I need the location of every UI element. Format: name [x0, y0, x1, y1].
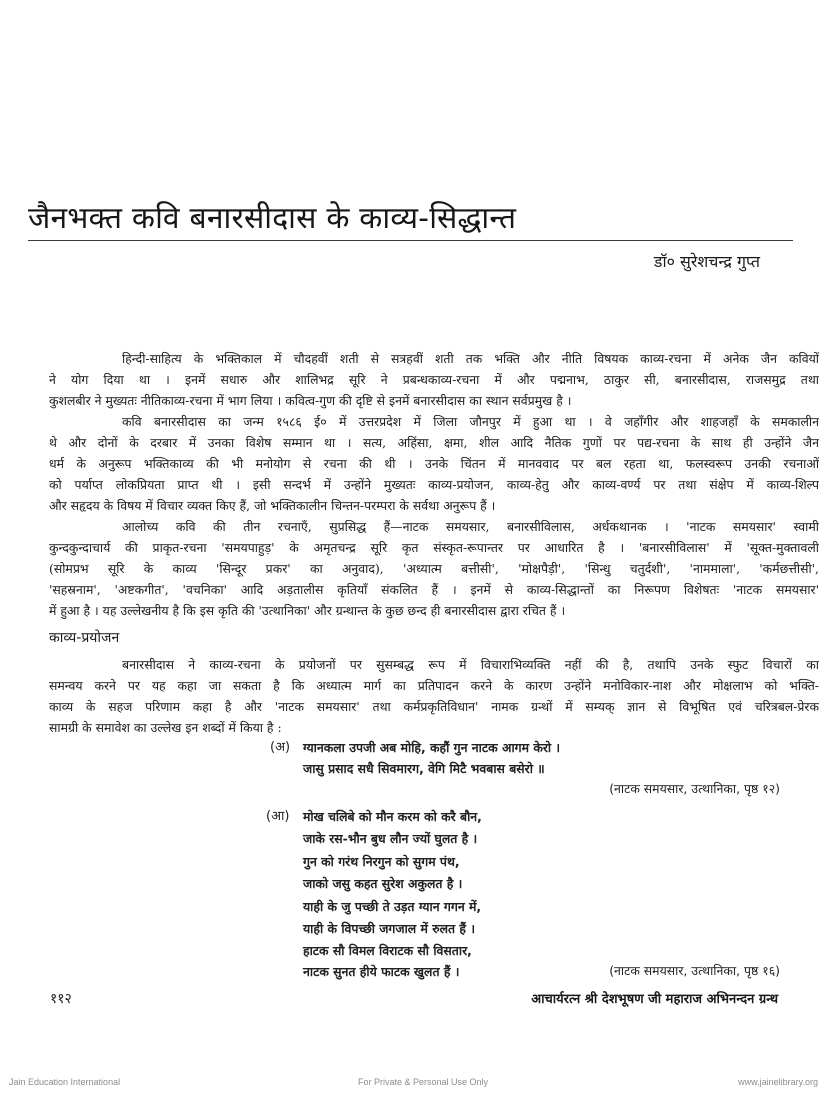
text-line: हिन्दी-साहित्य के भक्तिकाल में चौदहवीं शती से सत्रहवीं शती तक भक्ति और नीति विषयक काव्य-रचना में अनेक जैन कवियों — [122, 351, 819, 366]
text-line: काव्य के सहज परिणाम कहा है और 'नाटक समयसार' तथा कर्मप्रकृतिविधान' नामक ग्रन्थों में सम्यक् ज्ञान से विभूषित एवं चरित्रबल-प्रेरक — [49, 699, 819, 714]
verse-citation: (नाटक समयसार, उत्थानिका, पृष्ठ १६) — [609, 963, 780, 978]
text-line: कुशलबीर ने मुख्यतः नीतिकाव्य-रचना में भाग लिया । कवित्व-गुण की दृष्टि से इनमें बनारसीदास का स्थान सर्वप्रमुख है । — [49, 393, 572, 408]
text-line: कुन्दकुन्दाचार्य की प्राकृत-रचना 'समयपाहुड़' के अमृतचन्द्र सूरि कृत संस्कृत-रूपान्तर पर आधारित है । 'बनारसीविलास' में 'सूक्त-मुक्तावली — [49, 540, 819, 555]
watermark-usage-notice: For Private & Personal Use Only — [358, 1077, 489, 1087]
verse-line: जासु प्रसाद सधै सिवमारग, वेगि मिटै भवबास बसेरो ॥ — [303, 761, 545, 776]
watermark-publisher: Jain Education International — [9, 1077, 121, 1087]
verse-line: जाको जसु कहत सुरेश अकुलत है । — [303, 876, 463, 891]
verse-marker: (आ) — [266, 809, 290, 824]
watermark-website-link[interactable]: www.jainelibrary.org — [738, 1077, 818, 1087]
text-line: में हुआ है । यह उल्लेखनीय है कि इस कृति की 'उत्थानिका' और ग्रन्थान्त के कुछ छन्द ही बनारसीदास द्वारा रचित हैं । — [49, 603, 566, 618]
verse-line: मोख चलिबे को मौन करम को करै बौन, — [303, 809, 482, 824]
page-number: ११२ — [50, 991, 72, 1007]
verse-line: ग्यानकला उपजी अब मोहि, कहौं गुन नाटक आगम केरो । — [303, 740, 561, 755]
title-divider — [28, 240, 793, 241]
text-line: धर्म के अनुरूप भक्तिकाव्य की भी मनोयोग से रचना की थी । उनके चिंतन में मानववाद पर बल रहता था, फलस्वरूप उनकी रचनाओं — [49, 456, 819, 471]
verse-line: हाटक सौ विमल विराटक सौ विसतार, — [303, 943, 472, 958]
verse-line: याही के विपच्छी जगजाल में रुलत हैं । — [303, 921, 476, 936]
section-heading: काव्य-प्रयोजन — [49, 630, 120, 646]
text-line: 'सहस्रनाम', 'अष्टकगीत', 'वचनिका' आदि अड़तालीस कृतियाँ संकलित हैं । इनमें से काव्य-सिद्धान्तों का निरूपण विशेषतः 'नाटक समयसार' — [49, 582, 819, 597]
text-line: ने योग दिया था । इनमें सधारु और शालिभद्र सूरि ने प्रबन्धकाव्य-रचना में और पद्मनाभ, ठाकुर सी, बनारसीदास, राजसमुद्र तथा — [49, 372, 819, 387]
article-title: जैनभक्त कवि बनारसीदास के काव्य-सिद्धान्त — [28, 201, 517, 236]
text-line: कवि बनारसीदास का जन्म १५८६ ई० में उत्तरप्रदेश में जिला जौनपुर में हुआ था । वे जहाँगीर और शाहजहाँ के समकालीन — [122, 414, 819, 429]
text-line: को पर्याप्त लोकप्रियता प्राप्त थी । इसी सन्दर्भ में उन्होंने मुख्यतः काव्य-प्रयोजन, काव्य-हेतु और काव्य-वर्ण्य पर तथा संक्षेप में काव्य-शिल्प — [49, 477, 819, 492]
running-footer-title: आचार्यरत्न श्री देशभूषण जी महाराज अभिनन्दन ग्रन्थ — [531, 992, 778, 1007]
verse-line: जाके रस-भौन बुध लौन ज्यों घुलत है । — [303, 831, 478, 846]
text-line: (सोमप्रभ सूरि के काव्य 'सिन्दूर प्रकर' का अनुवाद), 'अध्यात्म बत्तीसी', 'मोक्षपैड़ी', 'सिन्धु चतुर्दशी', 'नाममाला', 'कर्मछत्तीसी', — [49, 561, 819, 576]
verse-line: नाटक सुनत हीये फाटक खुलत हैं । — [303, 964, 460, 979]
text-line: आलोच्य कवि की तीन रचनाएँ, सुप्रसिद्ध हैं—नाटक समयसार, बनारसीविलास, अर्धकथानक । 'नाटक समयसार' स्वामी — [122, 519, 819, 534]
verse-line: याही के जु पच्छी ते उड़त ग्यान गगन में, — [303, 899, 482, 914]
text-line: बनारसीदास ने काव्य-रचना के प्रयोजनों पर सुसम्बद्ध रूप में विचाराभिव्यक्ति नहीं की है, तथापि उनके स्फुट विचारों का — [122, 657, 819, 672]
text-line: थे और दोनों के दरबार में उनका विशेष सम्मान था । सत्य, अहिंसा, क्षमा, शील आदि नैतिक गुणों पर पद्य-रचना के साथ ही उन्होंने जैन — [49, 435, 819, 450]
verse-marker: (अ) — [270, 740, 291, 755]
text-line: समन्वय करने पर यह कहा जा सकता है कि अध्यात्म मार्ग का प्रतिपादन करने के कारण उन्होंने मनोविकार-नाश और मोक्षलाभ को भक्ति- — [49, 678, 819, 693]
verse-citation: (नाटक समयसार, उत्थानिका, पृष्ठ १२) — [609, 781, 780, 796]
text-line: और सहृदय के विषय में विचार व्यक्त किए हैं, जो भक्तिकालीन चिन्तन-परम्परा के सर्वथा अनुरूप हैं । — [49, 498, 496, 513]
author-name: डॉ० सुरेशचन्द्र गुप्त — [653, 252, 760, 271]
verse-line: गुन को गरंथ निरगुन को सुगम पंथ, — [303, 854, 460, 869]
text-line: सामग्री के समावेश का उल्लेख इन शब्दों में किया है : — [49, 720, 282, 735]
